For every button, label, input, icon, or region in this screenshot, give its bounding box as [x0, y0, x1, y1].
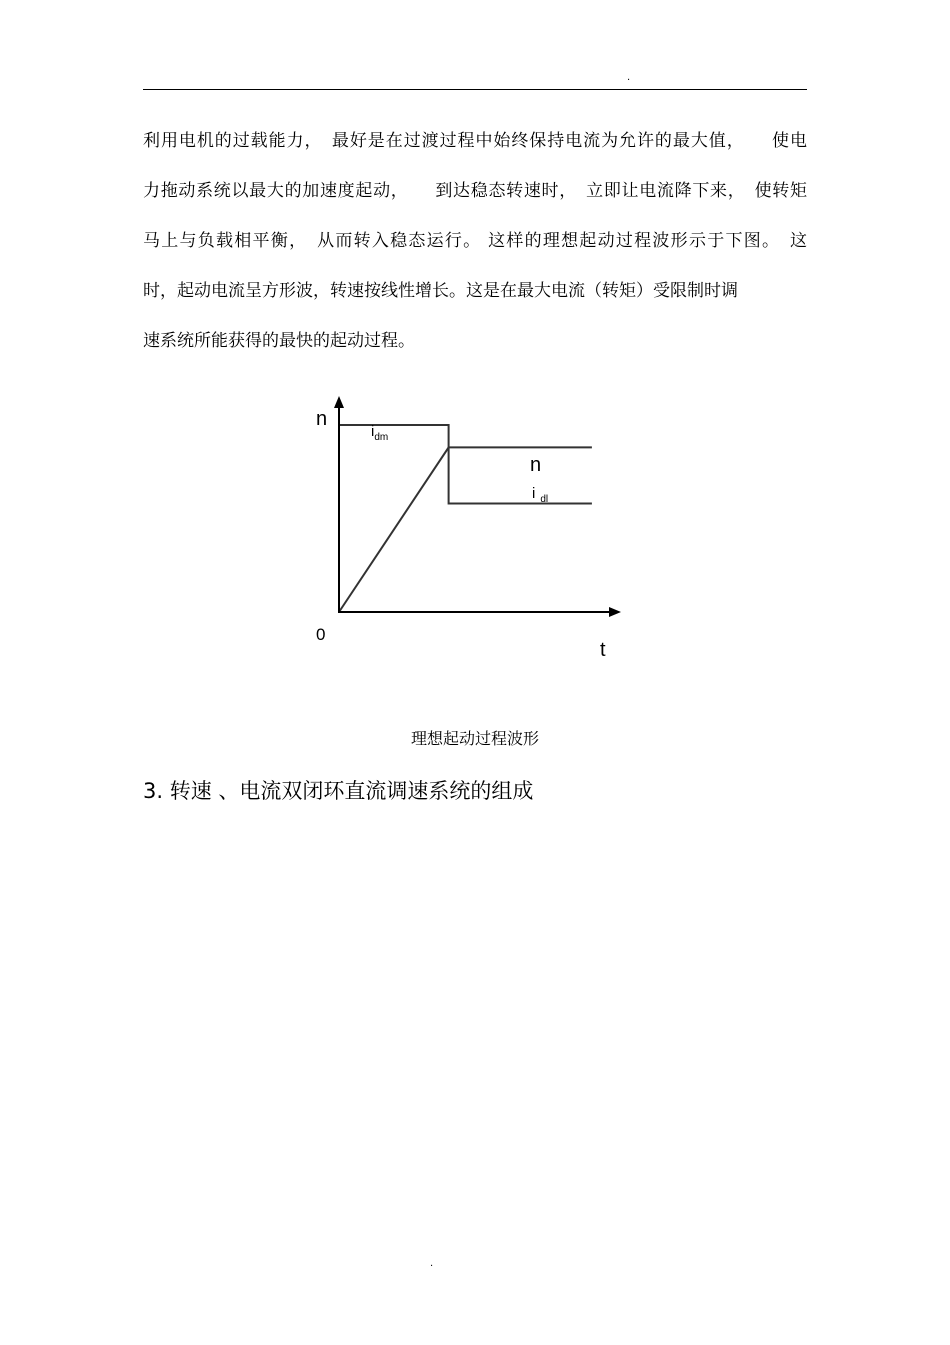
figure-caption: 理想起动过程波形 — [410, 729, 539, 748]
y-axis-arrowhead — [334, 396, 344, 408]
section-heading: 3. 转速 、电流双闭环直流调速系统的组成 — [143, 779, 534, 803]
idl-label — [532, 485, 548, 505]
speed-curve-label: n — [530, 454, 542, 476]
speed-waveform-line — [339, 447, 592, 612]
body-line-5: 速系统所能获得的最快的起动过程。 — [143, 331, 415, 351]
idl-label-sub: dl — [540, 494, 549, 505]
x-axis-label: t — [600, 639, 606, 661]
body-line-3: 马上与负载相平衡， 从而转入稳态运行。 这样的理想起动过程波形示于下图。 这 — [143, 231, 807, 251]
footer-mark: . — [430, 1258, 434, 1269]
body-line-1: 利用电机的过载能力， 最好是在过渡过程中始终保持电流为允许的最大值， 使电 — [143, 131, 807, 151]
idm-label-base: i — [371, 423, 375, 440]
startup-waveform-figure — [300, 385, 640, 675]
y-axis-label: n — [316, 408, 328, 430]
body-line-2: 力拖动系统以最大的加速度起动， 到达稳态转速时， 立即让电流降下来， 使转矩 — [143, 181, 807, 201]
idl-label-base: i — [532, 485, 536, 502]
header-mark: . — [627, 72, 631, 83]
header-rule — [143, 89, 807, 90]
body-line-4: 时，起动电流呈方形波，转速按线性增长。这是在最大电流（转矩）受限制时调 — [143, 281, 738, 301]
x-axis-arrowhead — [609, 607, 621, 617]
idm-label-sub: dm — [374, 432, 389, 443]
origin-label: 0 — [316, 625, 326, 644]
startup-waveform-chart — [300, 385, 640, 675]
current-waveform-line — [339, 425, 592, 612]
